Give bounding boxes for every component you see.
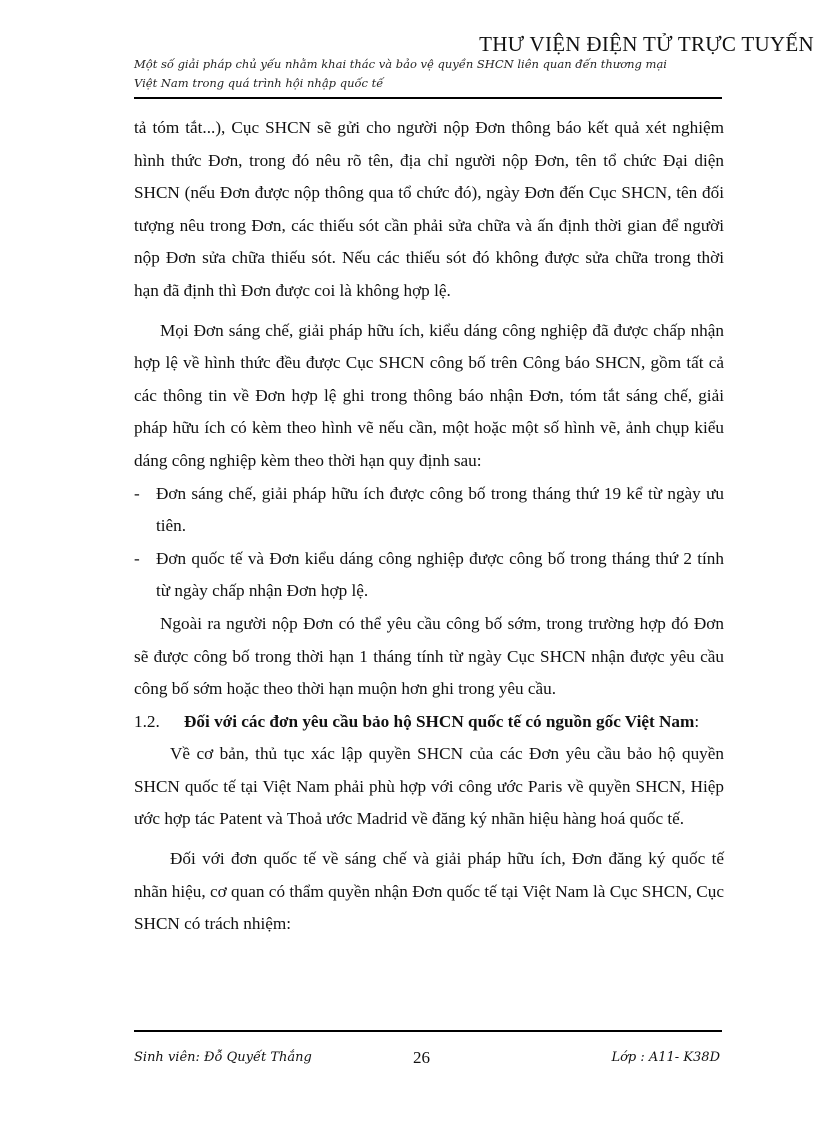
page-number: 26 (413, 1048, 430, 1067)
paragraph-5: Đối với đơn quốc tế về sáng chế và giải pháp hữu ích, Đơn đăng ký quốc tế nhãn hiệu, cơ quan có thẩm quyền nhận Đơn quốc tế tại Việt Nam là Cục SHCN, Cục SHCN có trách nhiệm: (134, 849, 724, 934)
section-heading (134, 706, 724, 739)
section-colon: : (694, 711, 700, 731)
bullet-marker: - (134, 548, 140, 568)
bullet-marker: - (134, 483, 140, 503)
list-item (134, 543, 724, 608)
footer-class: Lớp : A11- K38D (611, 1050, 720, 1065)
header-title-line-2: Việt Nam trong quá trình hội nhập quốc tế (134, 76, 384, 90)
footer-divider (134, 1030, 722, 1032)
running-header (134, 55, 724, 93)
library-watermark: THƯ VIỆN ĐIỆN TỬ TRỰC TUYẾN (479, 32, 814, 56)
paragraph-3: Ngoài ra người nộp Đơn có thể yêu cầu công bố sớm, trong trường hợp đó Đơn sẽ được công bố trong thời hạn 1 tháng tính từ ngày Cục SHCN nhận được yêu cầu công bố sớm hoặc theo thời hạn muộn hơn ghi trong yêu cầu. (134, 613, 724, 699)
paragraph-2: Mọi Đơn sáng chế, giải pháp hữu ích, kiểu dáng công nghiệp đã được chấp nhận hợp lệ về hình thức đều được Cục SHCN công bố trên Công báo SHCN, gồm tất cả các thông tin về Đơn hợp lệ ghi trong thông báo nhận Đơn, tóm tắt sáng chế, giải pháp hữu ích có kèm theo hình vẽ nếu cần, một hoặc một số hình vẽ, ảnh chụp kiểu dáng công nghiệp kèm theo thời hạn quy định sau: (134, 320, 724, 470)
list-item (134, 478, 724, 543)
header-title-line-1: Một số giải pháp chủ yếu nhằm khai thác và bảo vệ quyền SHCN liên quan đến thương mại (134, 57, 667, 71)
paragraph-1: tả tóm tắt...), Cục SHCN sẽ gửi cho người nộp Đơn thông báo kết quả xét nghiệm hình thức Đơn, trong đó nêu rõ tên, địa chỉ người nộp Đơn, tên tổ chức Đại diện SHCN (nếu Đơn được nộp thông qua tổ chức đó), ngày Đơn đến Cục SHCN, tên đối tượng nêu trong Đơn, các thiếu sót cần phải sửa chữa và ấn định thời gian để người nộp Đơn sửa chữa thiếu sót. Nếu các thiếu sót đó không được sửa chữa trong thời hạn đã định thì Đơn được coi là không hợp lệ. (134, 118, 724, 300)
section-number: 1.2. (134, 711, 160, 731)
list-item-text: Đơn quốc tế và Đơn kiểu dáng công nghiệp được công bố trong tháng thứ 2 tính từ ngày chấp nhận Đơn hợp lệ. (156, 548, 724, 601)
paragraph-4: Về cơ bản, thủ tục xác lập quyền SHCN của các Đơn yêu cầu bảo hộ quyền SHCN quốc tế tại Việt Nam phải phù hợp với công ước Paris về quyền SHCN, Hiệp ước hợp tác Patent và Thoả ước Madrid về đăng ký nhãn hiệu hàng hoá quốc tế. (134, 744, 724, 829)
page-body (134, 112, 724, 941)
section-title: Đối với các đơn yêu cầu bảo hộ SHCN quốc tế có nguồn gốc Việt Nam (184, 711, 695, 731)
footer-student: Sinh viên: Đỗ Quyết Thắng (134, 1050, 312, 1065)
header-divider (134, 97, 722, 99)
list-item-text: Đơn sáng chế, giải pháp hữu ích được công bố trong tháng thứ 19 kể từ ngày ưu tiên. (156, 483, 724, 536)
